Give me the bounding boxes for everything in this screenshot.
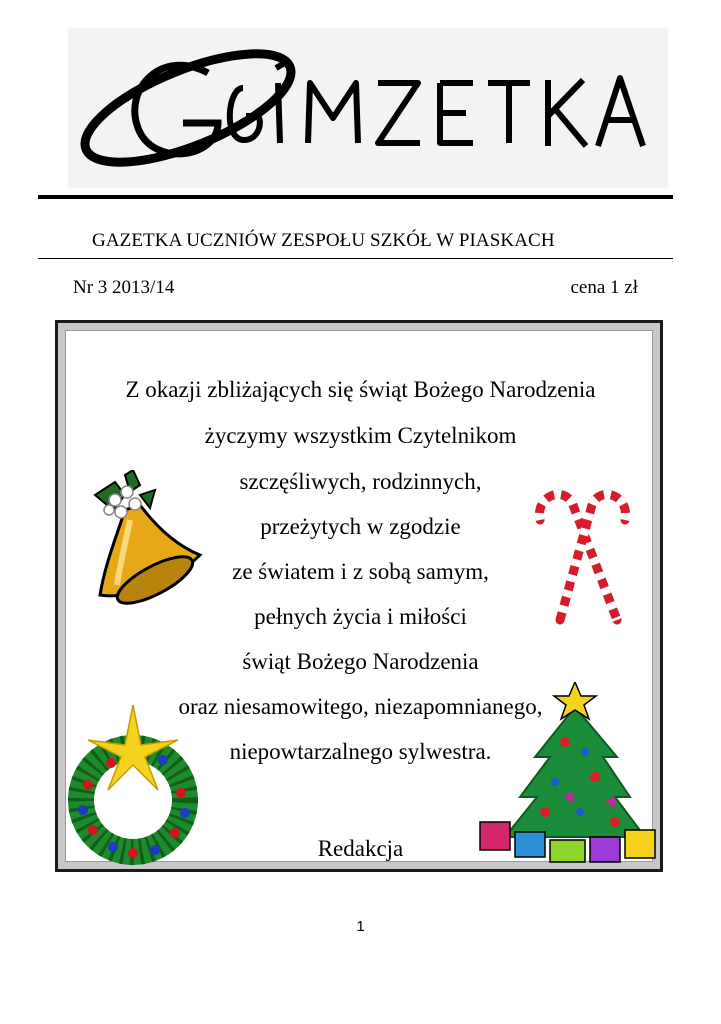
greeting-line: ze światem i z sobą samym, [232, 559, 489, 584]
wreath-icon [63, 705, 203, 865]
issue-number: Nr 3 2013/14 [73, 277, 175, 298]
greeting-line: niepowtarzalnego sylwestra. [229, 739, 492, 764]
signature: Redakcja [317, 836, 404, 861]
greeting-line: szczęśliwych, rodzinnych, [239, 469, 482, 494]
greeting-line: życzymy wszystkim Czytelnikom [204, 423, 517, 448]
greeting-line: przeżytych w zgodzie [260, 514, 461, 539]
candy-cane-icon [525, 480, 640, 625]
greeting-line: pełnych życia i miłości [254, 604, 467, 629]
gimzetka-logo-image [68, 28, 668, 188]
greeting-line: świąt Bożego Narodzenia [242, 649, 479, 674]
issue-price: cena 1 zł [570, 277, 638, 298]
newspaper-subtitle: GAZETKA UCZNIÓW ZESPOŁU SZKÓŁ W PIASKACH [92, 230, 555, 251]
header-rule-thick [38, 195, 673, 199]
header-rule-thin [38, 258, 673, 259]
christmas-tree-icon [475, 682, 660, 867]
masthead-logo [68, 28, 668, 188]
page-number: 1 [356, 918, 365, 935]
bell-icon [85, 470, 205, 605]
greeting-line: oraz niesamowitego, niezapomnianego, [178, 694, 543, 719]
greeting-line: Z okazji zbliżających się świąt Bożego Narodzenia [125, 377, 596, 402]
